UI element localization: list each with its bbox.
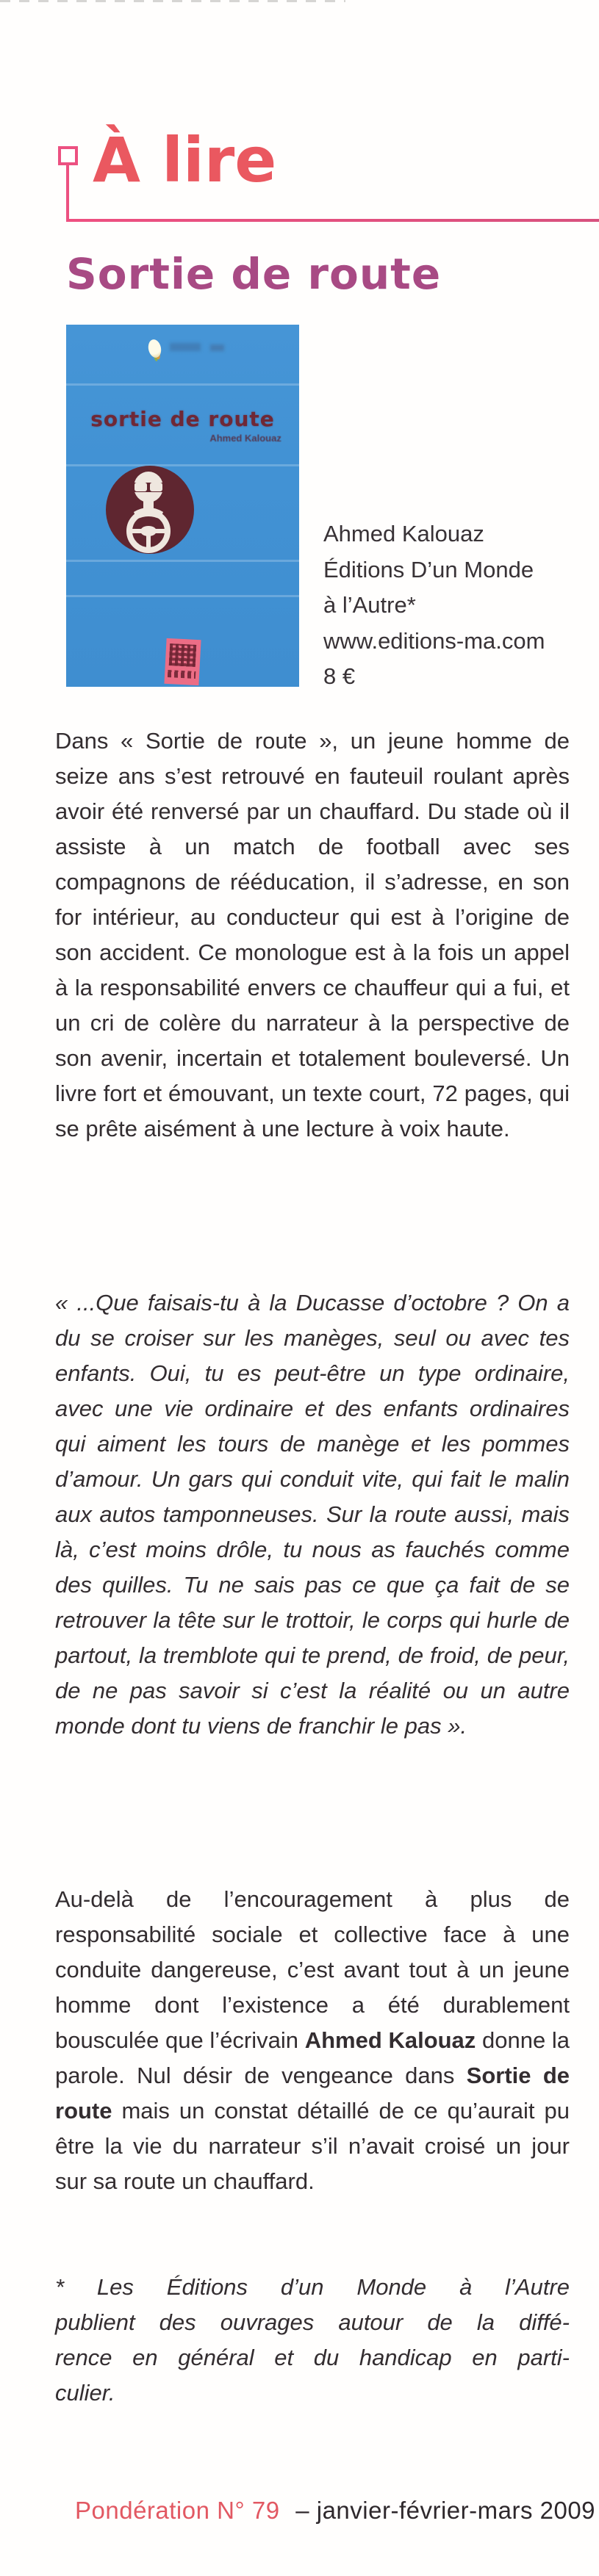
publisher-logo-text-smudge	[210, 344, 224, 351]
text-segment: Au-delà de l’encouragement à plus de responsabilité sociale et collective face à une conduite dangereuse, c’est avant tout à un jeune homme dont l’existence a été durablement bousculée que l’écrivain	[55, 1886, 570, 2053]
book-cover	[66, 325, 299, 687]
footnote-line: * Les Éditions d’un Monde à l’Autre	[55, 2274, 570, 2300]
book-info-line: Ahmed Kalouaz	[323, 521, 484, 546]
paragraph-intro: Dans « Sortie de route », un jeune homme de seize ans s’est retrouvé en fauteuil roulant après avoir été renversé par un chauffard. Du stade où il assiste à un match de football avec ses compagnons de rééducation, il s’adresse, en son for intérieur, au conducteur qui est à l’origine de son accident. Ce monologue est à la fois un appel à la responsabilité envers ce chauffeur qui a fui, et un cri de colère du narrateur à la perspective de son avenir, incertain et totalement bouleversé. Un livre fort et émouvant, un texte court, 72 pages, qui se prête aisément à une lecture à voix haute.	[55, 728, 570, 1141]
footnote-line: culier.	[55, 2380, 115, 2406]
footer-issue: Pondération N° 79	[75, 2497, 280, 2524]
cover-author: Ahmed Kalouaz	[209, 433, 281, 444]
publisher-logo-icon	[147, 339, 163, 359]
bold-text-segment: Sortie de route	[55, 2063, 570, 2124]
driver-steering-wheel-icon	[105, 461, 195, 558]
footnote-line: rence en général et du handicap en parti-	[55, 2345, 570, 2370]
section-rule	[68, 219, 599, 222]
publisher-logo-text-smudge	[170, 343, 201, 351]
footnote-line: publient des ouvrages autour de la diffé-	[55, 2309, 570, 2335]
paragraph-analysis	[55, 1882, 570, 2199]
book-info	[323, 516, 577, 695]
sticker-pattern	[168, 670, 196, 679]
footer-date: – janvier-février-mars 2009	[295, 2497, 596, 2524]
cover-title: sortie de route	[90, 407, 275, 431]
book-info-line: www.editions-ma.com	[323, 627, 545, 654]
sticker-pattern	[169, 643, 197, 667]
bold-text-segment: Ahmed Kalouaz	[304, 2027, 476, 2053]
section-marker-vline	[66, 164, 69, 222]
price-sticker	[164, 638, 201, 685]
scan-artifact-line	[0, 0, 345, 2]
book-info-line: 8 €	[323, 663, 356, 689]
book-info-line: Éditions D’un Monde	[323, 556, 534, 582]
article-title: Sortie de route	[66, 249, 442, 299]
paragraph-quote: « ...Que faisais-tu à la Ducasse d’octobre ? On a du se croiser sur les manèges, seul ou avec tes enfants. Oui, tu es peut-être un type ordinaire, avec une vie ordinaire et des enfants ordinaires qui aiment les tours de manège et les pommes d’amour. Un gars qui conduit vite, qui fait le malin aux autos tamponneuses. Sur la route aussi, mais là, c’est moins drôle, tu nous as fauchés comme des quilles. Tu ne sais pas ce que ça fait de se retrouver la tête sur le trottoir, le corps qui hurle de partout, la tremblote qui te prend, de froid, de peur, de ne pas savoir si c’est la réalité ou un autre monde dont tu viens de franchir le pas ».	[55, 1290, 570, 1739]
section-marker-square	[58, 146, 78, 165]
scan-stripe	[66, 560, 299, 562]
magazine-footer	[75, 2496, 595, 2525]
text-segment: donne la parole. Nul désir de vengeance dans	[55, 2027, 570, 2088]
footnote	[55, 2270, 570, 2411]
book-info-line: à l’Autre*	[323, 592, 416, 618]
section-title: À lire	[93, 124, 277, 196]
scan-stripe	[66, 383, 299, 386]
scan-stripe	[66, 595, 299, 597]
text-segment: mais un constat détaillé de ce qu’aurait pu être la vie du narrateur s’il n’avait croisé un jour sur sa route un chauffard.	[55, 2098, 570, 2194]
